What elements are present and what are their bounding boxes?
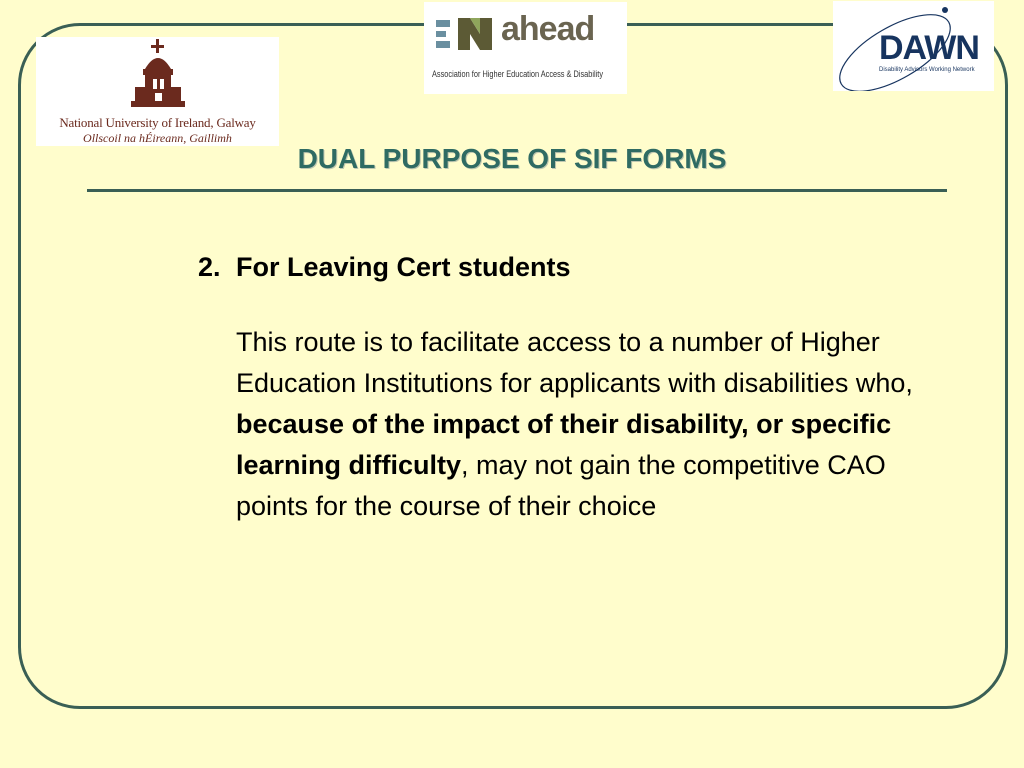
nuig-logo <box>36 37 279 146</box>
slide-title: DUAL PURPOSE OF SIF FORMS <box>297 143 727 174</box>
ahead-wordmark: ahead <box>501 10 595 48</box>
body-paragraph <box>236 322 956 527</box>
ahead-logo <box>424 2 627 94</box>
list-item-title: For Leaving Cert students <box>236 252 571 282</box>
dawn-wordmark: DAWN <box>879 29 979 67</box>
dawn-logo <box>833 1 994 91</box>
ahead-mark-icon <box>436 16 496 52</box>
nuig-irish-name-text: Ollscoil na hÉireann, Gaillimh <box>83 131 232 145</box>
ahead-tagline: Association for Higher Education Access & Disability <box>432 69 604 79</box>
dawn-tagline: Disability Advisors Working Network <box>879 67 975 73</box>
paragraph-bold-text: because of the impact of their disability, or specific learning difficulty <box>236 409 892 480</box>
nuig-crest-icon <box>131 39 185 113</box>
nuig-name-text: National University of Ireland, Galway <box>59 115 256 130</box>
list-item-number: 2. <box>198 252 221 282</box>
paragraph-text-end: , may not gain the competitive CAO points for the course of their choice <box>236 450 886 521</box>
paragraph-text-start: This route is to facilitate access to a number of Higher Education Institutions for applicants with disabilities who, <box>236 327 913 398</box>
slide-body <box>198 250 958 527</box>
title-divider <box>87 189 947 192</box>
list-item-heading <box>198 250 958 284</box>
